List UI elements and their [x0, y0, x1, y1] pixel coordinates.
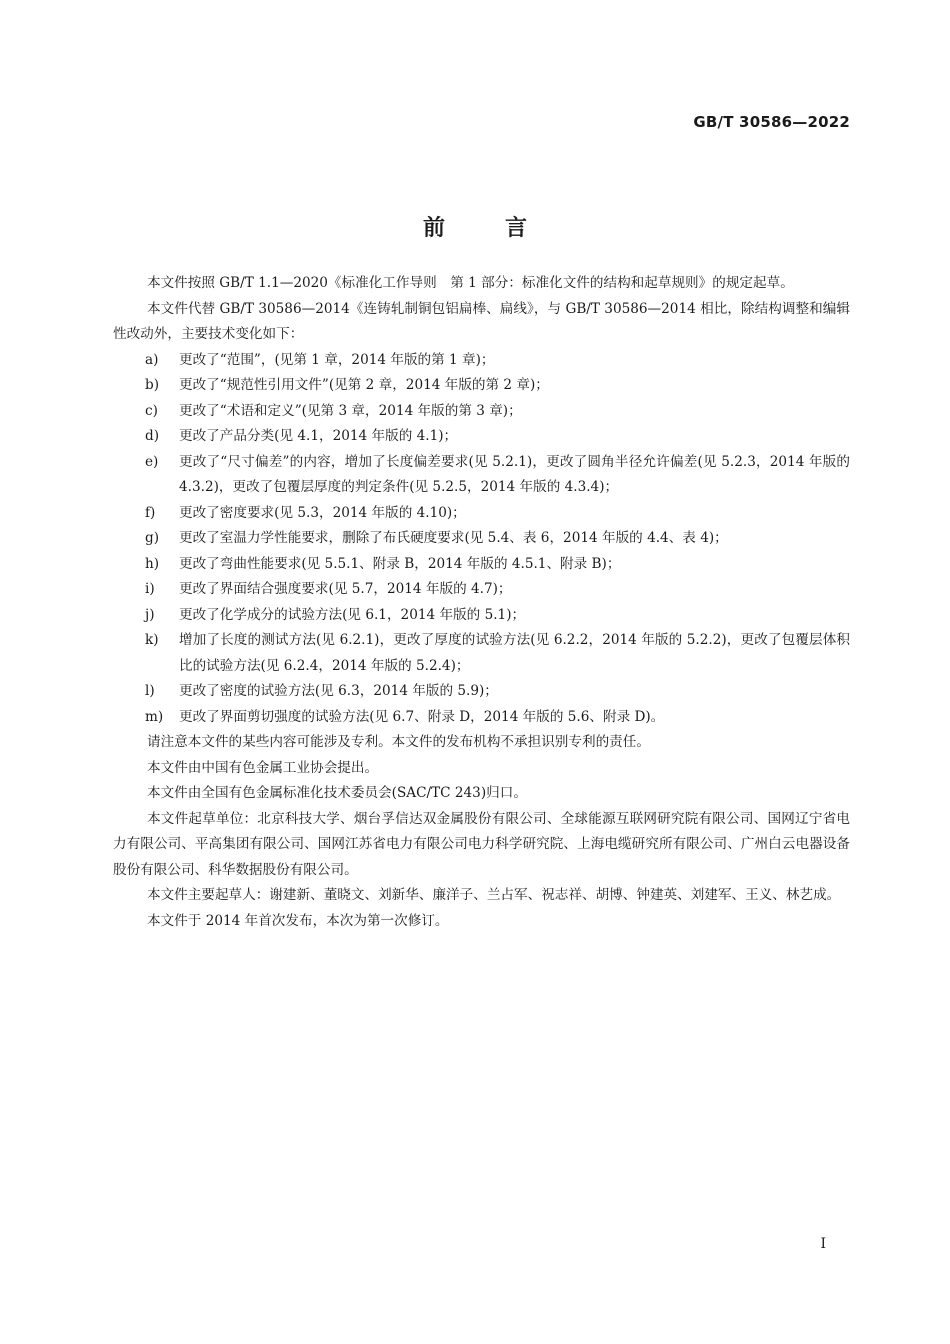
list-item-label: k) — [145, 632, 159, 648]
list-item — [113, 603, 850, 629]
list-item-label: m) — [145, 708, 164, 725]
page-number: I — [820, 1236, 826, 1252]
list-item-text: 更改了化学成分的试验方法(见 6.1，2014 年版的 5.1)； — [179, 606, 526, 623]
paragraph-replacement-note: 本文件代替 GB/T 30586—2014《连铸轧制铜包铝扁棒、扁线》，与 GB/T 30586—2014 相比，除结构调整和编辑性改动外，主要技术变化如下： — [113, 300, 850, 342]
list-item — [113, 373, 850, 399]
paragraph-proposer: 本文件由中国有色金属工业协会提出。 — [147, 759, 379, 776]
list-item — [113, 552, 850, 578]
list-item-text: 更改了产品分类(见 4.1，2014 年版的 4.1)； — [179, 428, 458, 444]
list-item-text: 更改了“尺寸偏差”的内容，增加了长度偏差要求(见 5.2.1)，更改了圆角半径允许偏差(见 5.2.3，2014 年版的 4.3.2)，更改了包覆层厚度的判定条件(见 5.2.5，2014 年版的 4.3.4)； — [179, 453, 850, 495]
list-item-label: a) — [145, 351, 159, 368]
list-item-text: 更改了“规范性引用文件”(见第 2 章，2014 年版的第 2 章)； — [179, 377, 549, 393]
paragraph-committee: 本文件由全国有色金属标准化技术委员会(SAC/TC 243)归口。 — [147, 785, 527, 801]
list-item-text: 更改了“术语和定义”(见第 3 章，2014 年版的第 3 章)； — [179, 402, 522, 419]
list-item — [113, 399, 850, 425]
standard-code: GB/T 30586—2022 — [693, 113, 850, 131]
list-item-label: f) — [145, 504, 156, 521]
list-item-label: b) — [145, 377, 160, 393]
list-item — [113, 577, 850, 603]
list-item — [113, 705, 850, 731]
list-item-text: 更改了室温力学性能要求，删除了布氏硬度要求(见 5.4、表 6，2014 年版的 4.4、表 4)； — [179, 530, 728, 546]
list-item-text: 更改了密度要求(见 5.3，2014 年版的 4.10)； — [179, 504, 466, 521]
list-item — [113, 628, 850, 679]
list-item — [113, 424, 850, 450]
list-item-text: 更改了弯曲性能要求(见 5.5.1、附录 B，2014 年版的 4.5.1、附录 B)； — [179, 555, 621, 572]
paragraph-history: 本文件于 2014 年首次发布，本次为第一次修订。 — [147, 912, 449, 929]
page-title: 前言 — [422, 215, 587, 241]
list-item — [113, 679, 850, 705]
list-item-text: 增加了长度的测试方法(见 6.2.1)，更改了厚度的试验方法(见 6.2.2，2014 年版的 5.2.2)，更改了包覆层体积比的试验方法(见 6.2.4，2014 年版的 5.2.4)； — [179, 632, 850, 674]
list-item — [113, 450, 850, 501]
list-item-label: d) — [145, 428, 160, 444]
list-item-label: e) — [145, 453, 159, 470]
list-item-label: h) — [145, 555, 160, 572]
paragraph-drafters: 本文件主要起草人：谢建新、董晓文、刘新华、廉洋子、兰占军、祝志祥、胡博、钟建英、刘建军、王义、林艺成。 — [147, 887, 841, 903]
paragraph-patent-notice: 请注意本文件的某些内容可能涉及专利。本文件的发布机构不承担识别专利的责任。 — [147, 734, 650, 750]
list-item-label: i) — [145, 581, 155, 597]
list-item-text: 更改了密度的试验方法(见 6.3，2014 年版的 5.9)； — [179, 683, 498, 699]
list-item-text: 更改了界面结合强度要求(见 5.7，2014 年版的 4.7)； — [179, 581, 512, 597]
list-item — [113, 501, 850, 527]
list-item-text: 更改了界面剪切强度的试验方法(见 6.7、附录 D，2014 年版的 5.6、附录 D)。 — [179, 708, 665, 725]
paragraph-drafting-units: 本文件起草单位：北京科技大学、烟台孚信达双金属股份有限公司、全球能源互联网研究院有限公司、国网辽宁省电力有限公司、平高集团有限公司、国网江苏省电力有限公司电力科学研究院、上海电缆研究所有限公司、广州白云电器设备股份有限公司、科华数据股份有限公司。 — [113, 810, 850, 878]
list-item-text: 更改了“范围”，(见第 1 章，2014 年版的第 1 章)； — [179, 351, 495, 368]
document-body — [113, 271, 850, 934]
paragraph-drafting-rules: 本文件按照 GB/T 1.1—2020《标准化工作导则 第 1 部分：标准化文件的结构和起草规则》的规定起草。 — [147, 275, 794, 291]
list-item — [113, 348, 850, 374]
list-item-label: g) — [145, 530, 160, 546]
list-item-label: l) — [145, 683, 155, 699]
list-item-label: c) — [145, 402, 158, 419]
list-item-label: j) — [145, 606, 155, 623]
changes-list — [113, 348, 850, 731]
list-item — [113, 526, 850, 552]
